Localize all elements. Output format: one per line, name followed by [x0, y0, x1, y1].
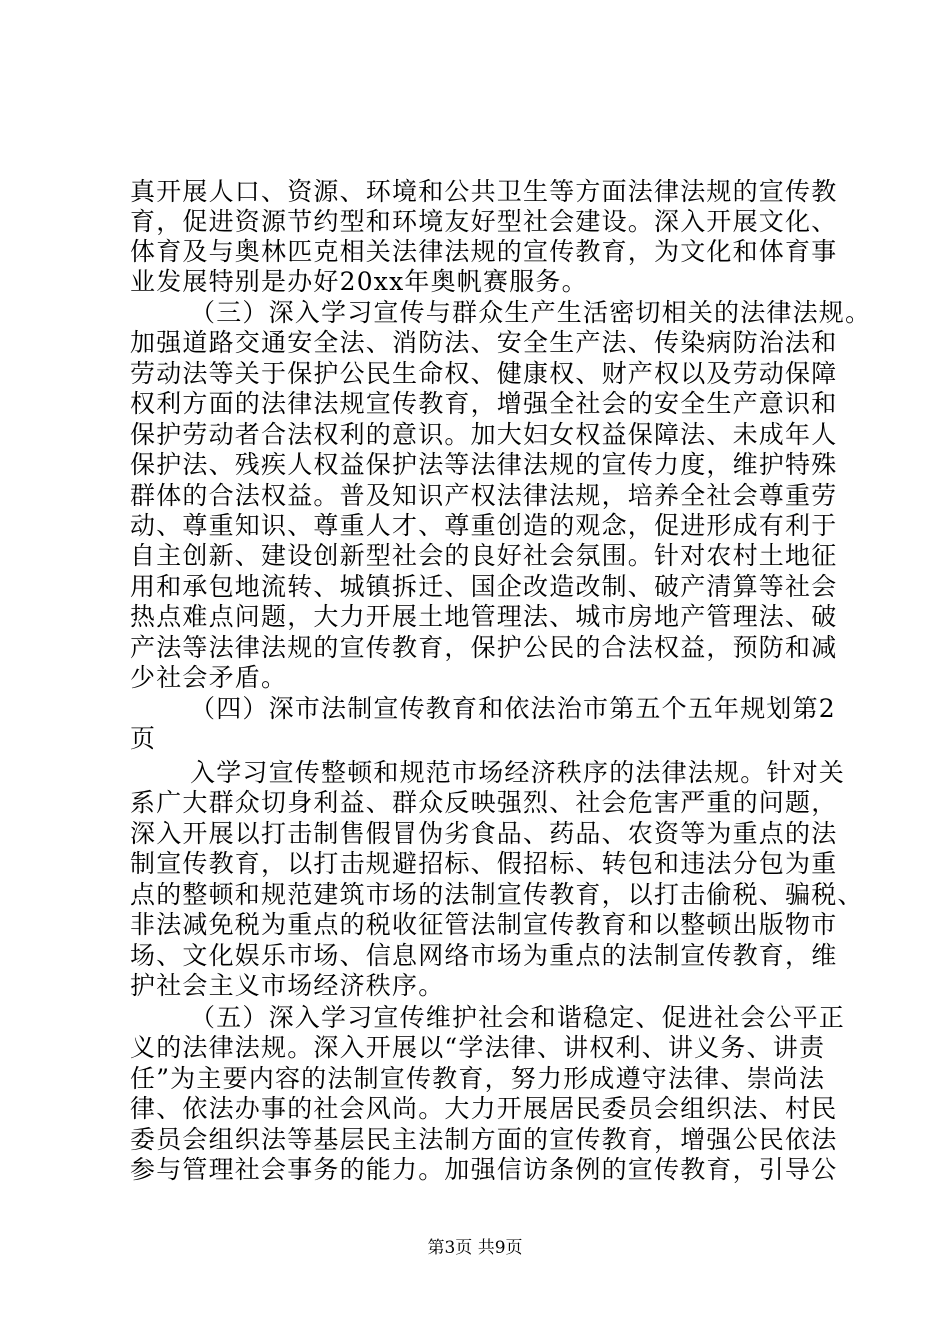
text-line: 页	[130, 724, 157, 753]
text-line: 体育及与奥林匹克相关法律法规的宣传教育，为文化和体育事	[130, 237, 838, 266]
text-line: 真开展人口、资源、环境和公共卫生等方面法律法规的宣传教	[130, 177, 838, 206]
text-line: 权利方面的法律法规宣传教育，增强全社会的安全生产意识和	[130, 389, 838, 418]
text-line: 动、尊重知识、尊重人才、尊重创造的观念，促进形成有利于	[130, 511, 838, 540]
text-line: 加强道路交通安全法、消防法、安全生产法、传染病防治法和	[130, 328, 838, 357]
text-line: 委员会组织法等基层民主法制方面的宣传教育，增强公民依法	[130, 1125, 838, 1154]
text-line: （五）深入学习宣传维护社会和谐稳定、促进社会公平正	[190, 1003, 846, 1032]
text-line: 用和承包地流转、城镇拆迁、国企改造改制、破产清算等社会	[130, 572, 838, 601]
text-line: （四）深市法制宣传教育和依法治市第五个五年规划第2	[190, 694, 836, 723]
text-line: 入学习宣传整顿和规范市场经济秩序的法律法规。针对关	[190, 758, 846, 787]
text-line: 非法减免税为重点的税收征管法制宣传教育和以整顿出版物市	[130, 910, 838, 939]
text-line: 少社会矛盾。	[130, 663, 288, 692]
text-line: 保护法、残疾人权益保护法等法律法规的宣传力度，维护特殊	[130, 450, 838, 479]
text-line: （三）深入学习宣传与群众生产生活密切相关的法律法规。	[190, 298, 872, 327]
text-line: 场、文化娱乐市场、信息网络市场为重点的法制宣传教育，维	[130, 941, 838, 970]
text-line: 系广大群众切身利益、群众反映强烈、社会危害严重的问题，	[130, 788, 838, 817]
text-line: 参与管理社会事务的能力。加强信访条例的宣传教育，引导公	[130, 1155, 838, 1184]
text-line: 热点难点问题，大力开展土地管理法、城市房地产管理法、破	[130, 602, 838, 631]
text-line: 劳动法等关于保护公民生命权、健康权、财产权以及劳动保障	[130, 359, 838, 388]
text-line: 任”为主要内容的法制宣传教育，努力形成遵守法律、崇尚法	[130, 1064, 826, 1093]
text-line: 点的整顿和规范建筑市场的法制宣传教育，以打击偷税、骗税、	[130, 880, 864, 909]
text-line: 深入开展以打击制售假冒伪劣食品、药品、农资等为重点的法	[130, 819, 838, 848]
page-footer: 第3页 共9页	[427, 1238, 523, 1258]
text-line: 产法等法律法规的宣传教育，保护公民的合法权益，预防和减	[130, 633, 838, 662]
text-line: 义的法律法规。深入开展以“学法律、讲权利、讲义务、讲责	[130, 1033, 826, 1062]
text-line: 自主创新、建设创新型社会的良好社会氛围。针对农村土地征	[130, 541, 838, 570]
text-line: 群体的合法权益。普及知识产权法律法规，培养全社会尊重劳	[130, 481, 838, 510]
text-line: 制宣传教育，以打击规避招标、假招标、转包和违法分包为重	[130, 849, 838, 878]
text-line: 保护劳动者合法权利的意识。加大妇女权益保障法、未成年人	[130, 420, 838, 449]
text-line: 护社会主义市场经济秩序。	[130, 971, 445, 1000]
text-line: 业发展特别是办好20xx年奥帆赛服务。	[130, 267, 588, 296]
text-line: 律、依法办事的社会风尚。大力开展居民委员会组织法、村民	[130, 1094, 838, 1123]
text-line: 育，促进资源节约型和环境友好型社会建设。深入开展文化、	[130, 207, 838, 236]
